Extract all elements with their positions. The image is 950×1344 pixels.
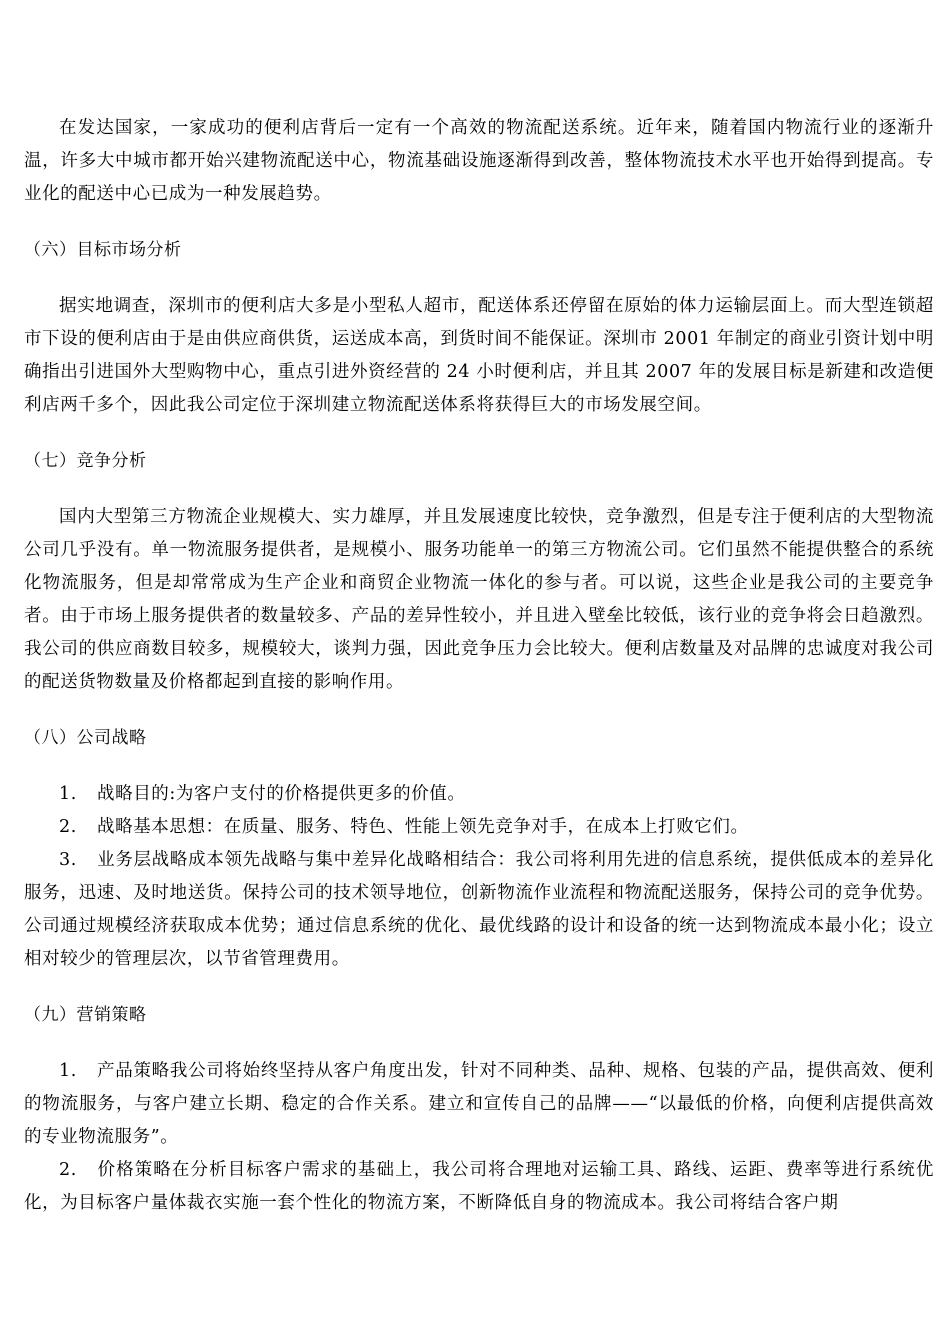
section-heading-market: （六）目标市场分析 <box>24 240 182 260</box>
section-heading-marketing: （九）营销策略 <box>24 1005 147 1025</box>
item-number: 2. <box>59 1160 77 1180</box>
item-text: 产品策略我公司将始终坚持从客户角度出发，针对不同种类、品种、规格、包装的产品，提供高效、便利的物流服务，与客户建立长期、稳定的合作关系。建立和宣传自己的品牌——“以最低的价格，向便利店提供高效的专业物流服务”。 <box>24 1061 934 1147</box>
marketing-item <box>24 1055 934 1154</box>
strategy-item <box>24 844 934 976</box>
document-page <box>24 112 934 1220</box>
market-paragraph: 据实地调查，深圳市的便利店大多是小型私人超市，配送体系还停留在原始的体力运输层面上。而大型连锁超市下设的便利店由于是由供应商供货，运送成本高，到货时间不能保证。深圳市 2001 年制定的商业引资计划中明确指出引进国外大型购物中心，重点引进外资经营的 24 小时便利店，并且其 2007 年的发展目标是新建和改造便利店两千多个，因此我公司定位于深圳建立物流配送体系将获得巨大的市场发展空间。 <box>24 296 934 415</box>
section-heading-competition: （七）竞争分析 <box>24 451 147 471</box>
marketing-item <box>24 1154 934 1220</box>
strategy-item <box>24 778 934 811</box>
item-number: 2. <box>59 817 77 837</box>
item-number: 1. <box>59 1061 77 1081</box>
competition-paragraph: 国内大型第三方物流企业规模大、实力雄厚，并且发展速度比较快，竞争激烈，但是专注于便利店的大型物流公司几乎没有。单一物流服务提供者，是规模小、服务功能单一的第三方物流公司。它们虽然不能提供整合的系统化物流服务，但是却常常成为生产企业和商贸企业物流一体化的参与者。可以说，这些企业是我公司的主要竞争者。由于市场上服务提供者的数量较多、产品的差异性较小，并且进入壁垒比较低，该行业的竞争将会日趋激烈。我公司的供应商数目较多，规模较大，谈判力强，因此竞争压力会比较大。便利店数量及对品牌的忠诚度对我公司的配送货物数量及价格都起到直接的影响作用。 <box>24 507 934 692</box>
intro-paragraph: 在发达国家，一家成功的便利店背后一定有一个高效的物流配送系统。近年来，随着国内物流行业的逐渐升温，许多大中城市都开始兴建物流配送中心，物流基础设施逐渐得到改善，整体物流技术水平也开始得到提高。专业化的配送中心已成为一种发展趋势。 <box>24 118 934 204</box>
item-text: 业务层战略成本领先战略与集中差异化战略相结合：我公司将利用先进的信息系统，提供低成本的差异化服务，迅速、及时地送货。保持公司的技术领导地位，创新物流作业流程和物流配送服务，保持公司的竞争优势。公司通过规模经济获取成本优势；通过信息系统的优化、最优线路的设计和设备的统一达到物流成本最小化；设立相对较少的管理层次，以节省管理费用。 <box>24 850 934 969</box>
section-heading-strategy: （八）公司战略 <box>24 728 147 748</box>
item-number: 3. <box>59 850 77 870</box>
strategy-item <box>24 811 934 844</box>
item-text: 战略目的:为客户支付的价格提供更多的价值。 <box>97 784 466 804</box>
item-number: 1. <box>59 784 77 804</box>
item-text: 战略基本思想：在质量、服务、特色、性能上领先竞争对手，在成本上打败它们。 <box>97 817 749 837</box>
item-text: 价格策略在分析目标客户需求的基础上，我公司将合理地对运输工具、路线、运距、费率等进行系统优化，为目标客户量体裁衣实施一套个性化的物流方案，不断降低自身的物流成本。我公司将结合客户期 <box>24 1160 934 1213</box>
